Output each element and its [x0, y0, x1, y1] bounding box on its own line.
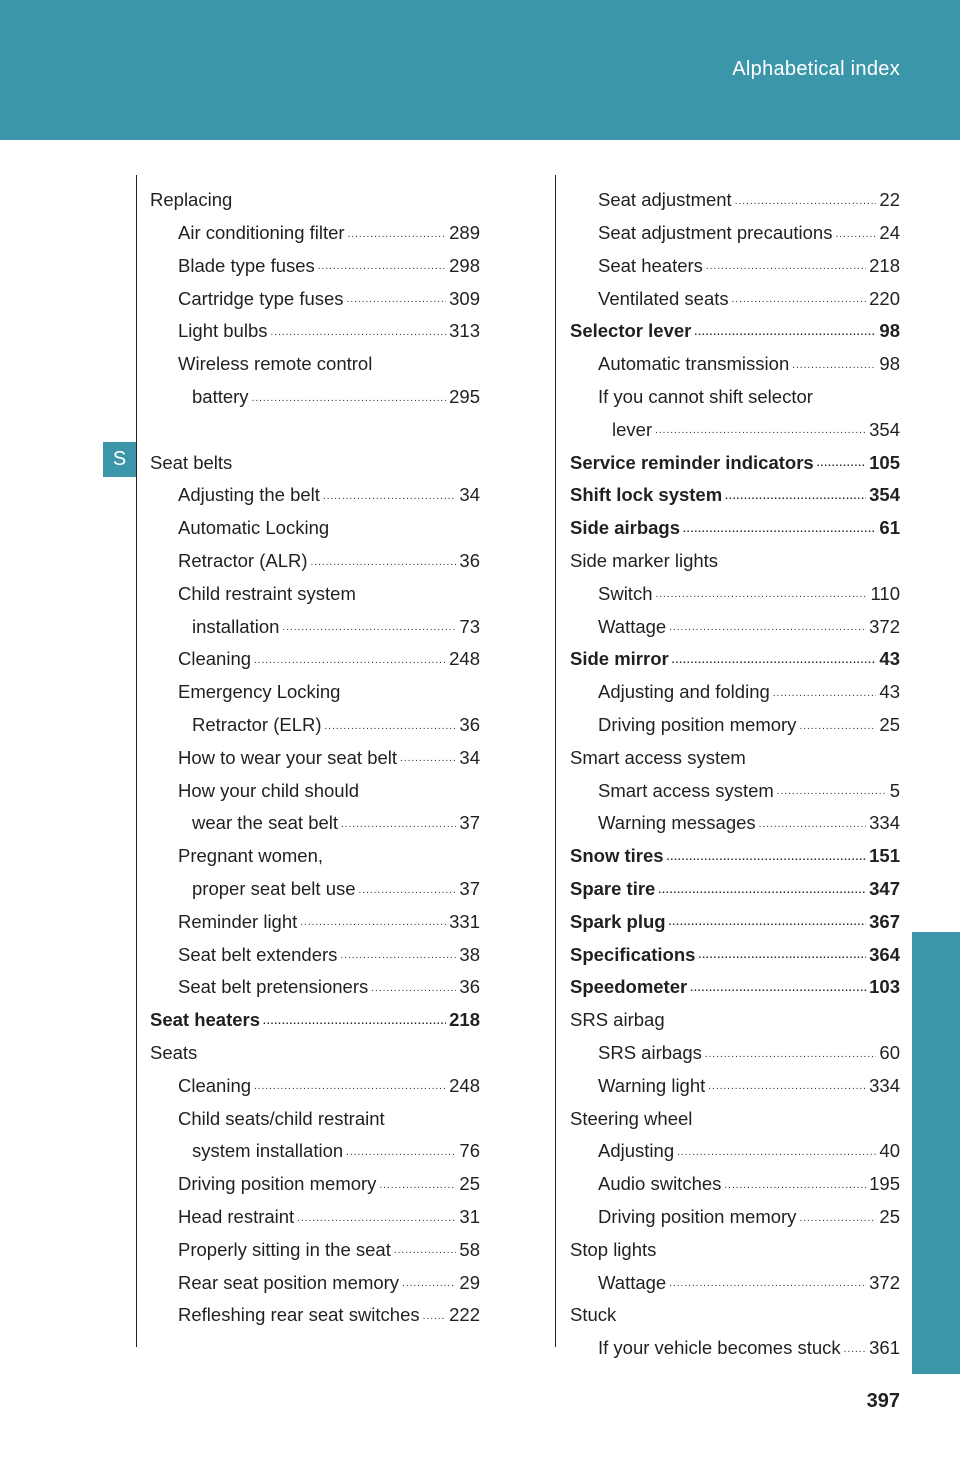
- index-subentry: [150, 1095, 480, 1128]
- dot-leader: [254, 656, 446, 669]
- entry-label: Seat adjustment: [598, 189, 732, 211]
- dot-leader: [282, 623, 456, 636]
- index-entry: [570, 735, 900, 768]
- entry-page-number: 331: [449, 910, 480, 932]
- entry-label: Replacing: [150, 189, 233, 211]
- header-title: Alphabetical index: [732, 58, 900, 80]
- entry-page-number: 220: [869, 287, 900, 309]
- entry-page-number: 36: [459, 550, 480, 572]
- entry-page-number: 218: [869, 254, 900, 276]
- dot-leader: [669, 623, 866, 636]
- dot-leader: [694, 328, 876, 341]
- entry-label: Retractor (ELR): [192, 714, 322, 736]
- dot-leader: [777, 787, 887, 800]
- entry-page-number: 372: [869, 615, 900, 637]
- entry-label: Adjusting the belt: [178, 484, 320, 506]
- index-subentry: [150, 308, 480, 341]
- dot-leader: [379, 1181, 456, 1194]
- entry-label: Smart access system: [598, 779, 774, 801]
- dot-leader: [690, 984, 866, 997]
- dot-leader: [323, 492, 456, 505]
- entry-label: Seat heaters: [598, 254, 703, 276]
- entry-page-number: 29: [459, 1271, 480, 1293]
- dot-leader: [759, 820, 866, 833]
- index-subentry: [150, 1292, 480, 1325]
- entry-label: Ventilated seats: [598, 287, 729, 309]
- entry-label: battery: [192, 386, 249, 408]
- index-subentry: [150, 571, 480, 604]
- entry-page-number: 361: [869, 1337, 900, 1359]
- index-subentry: [570, 800, 900, 833]
- dot-leader: [348, 230, 447, 243]
- entry-label: Driving position memory: [598, 714, 797, 736]
- entry-label: Properly sitting in the seat: [178, 1238, 391, 1260]
- dot-leader: [844, 1345, 866, 1358]
- entry-label: Seat belts: [150, 451, 233, 473]
- dot-leader: [799, 722, 876, 735]
- entry-page-number: 151: [869, 845, 900, 867]
- dot-leader: [270, 328, 446, 341]
- index-subentry: [570, 669, 900, 702]
- index-subentry: [150, 341, 480, 374]
- entry-label: Cleaning: [178, 1074, 252, 1096]
- dot-leader: [708, 1082, 866, 1095]
- index-entry: [570, 1227, 900, 1260]
- entry-label: Specifications: [570, 943, 696, 965]
- index-subentry: [150, 931, 480, 964]
- entry-label: Spare tire: [570, 878, 656, 900]
- index-subentry: [570, 1259, 900, 1292]
- dot-leader: [318, 262, 446, 275]
- entry-label: Adjusting and folding: [598, 681, 770, 703]
- index-subentry: [150, 767, 480, 800]
- dot-leader: [340, 951, 456, 964]
- dot-leader: [698, 951, 866, 964]
- index-subentry: [150, 735, 480, 768]
- entry-label: Seat adjustment precautions: [598, 222, 833, 244]
- index-subentry: [150, 1128, 480, 1161]
- index-subentry: [150, 603, 480, 636]
- page-number: 397: [866, 1390, 900, 1412]
- entry-page-number: 37: [459, 878, 480, 900]
- entry-page-number: 298: [449, 254, 480, 276]
- index-subentry: [150, 800, 480, 833]
- entry-page-number: 248: [449, 1074, 480, 1096]
- index-subentry: [150, 243, 480, 276]
- entry-label: Spark plug: [570, 910, 666, 932]
- index-entry: [570, 472, 900, 505]
- entry-label: Shift lock system: [570, 484, 723, 506]
- dot-leader: [835, 230, 876, 243]
- entry-page-number: 37: [459, 812, 480, 834]
- entry-page-number: 34: [459, 746, 480, 768]
- index-subentry: [570, 341, 900, 374]
- index-entry: [570, 997, 900, 1030]
- dot-leader: [683, 525, 876, 538]
- entry-label: Blade type fuses: [178, 254, 315, 276]
- entry-label: If your vehicle becomes stuck: [598, 1337, 841, 1359]
- entry-label: Switch: [598, 582, 653, 604]
- index-subentry: [570, 1194, 900, 1227]
- index-spacer: [150, 407, 480, 440]
- entry-label: Emergency Locking: [178, 681, 341, 703]
- index-entry: [150, 997, 480, 1030]
- index-subentry: [570, 702, 900, 735]
- section-side-tab: [912, 932, 960, 1374]
- entry-page-number: 40: [879, 1140, 900, 1162]
- index-entry: [570, 308, 900, 341]
- index-subentry: [150, 1227, 480, 1260]
- entry-label: Steering wheel: [570, 1107, 693, 1129]
- dot-leader: [371, 984, 456, 997]
- entry-label: Head restraint: [178, 1206, 295, 1227]
- entry-page-number: 248: [449, 648, 480, 670]
- entry-label: Wattage: [598, 1271, 667, 1293]
- index-subentry: [570, 603, 900, 636]
- entry-page-number: 195: [869, 1173, 900, 1195]
- index-subentry: [150, 472, 480, 505]
- index-subentry: [150, 275, 480, 308]
- entry-page-number: 334: [869, 1074, 900, 1096]
- index-subentry: [150, 636, 480, 669]
- entry-page-number: 60: [879, 1042, 900, 1064]
- entry-label: Automatic transmission: [598, 353, 790, 375]
- dot-leader: [402, 1279, 456, 1292]
- index-subentry: [570, 374, 900, 407]
- entry-page-number: 295: [449, 386, 480, 408]
- index-subentry: [570, 767, 900, 800]
- dot-leader: [658, 886, 866, 899]
- dot-leader: [252, 394, 447, 407]
- entry-page-number: 25: [459, 1173, 480, 1195]
- entry-page-number: 218: [449, 1009, 480, 1031]
- entry-label: Wireless remote control: [178, 353, 373, 375]
- entry-label: Child seats/child restraint: [178, 1107, 385, 1129]
- entry-page-number: 58: [459, 1238, 480, 1260]
- entry-label: Cartridge type fuses: [178, 287, 344, 309]
- index-subentry: [570, 1128, 900, 1161]
- entry-page-number: 25: [879, 714, 900, 736]
- dot-leader: [656, 590, 868, 603]
- index-subentry: [150, 1161, 480, 1194]
- index-subentry: [570, 275, 900, 308]
- index-entry: [150, 177, 480, 210]
- entry-label: proper seat belt use: [192, 878, 356, 900]
- entry-label: Air conditioning filter: [178, 222, 345, 244]
- entry-page-number: 289: [449, 222, 480, 244]
- index-subentry: [570, 1161, 900, 1194]
- entry-page-number: 25: [879, 1206, 900, 1227]
- dot-leader: [724, 1181, 866, 1194]
- dot-leader: [263, 1017, 446, 1030]
- entry-label: Child restraint system: [178, 582, 356, 604]
- entry-label: Refleshing rear seat switches: [178, 1304, 420, 1326]
- index-subentry: [570, 1063, 900, 1096]
- entry-label: Side airbags: [570, 517, 681, 539]
- dot-leader: [254, 1082, 446, 1095]
- entry-label: Seat belt extenders: [178, 943, 338, 965]
- entry-label: Driving position memory: [178, 1173, 377, 1195]
- index-subentry: [150, 866, 480, 899]
- entry-page-number: 36: [459, 714, 480, 736]
- index-entry: [570, 931, 900, 964]
- entry-page-number: 103: [869, 976, 900, 998]
- index-subentry: [150, 210, 480, 243]
- dot-leader: [325, 722, 457, 735]
- dot-leader: [311, 558, 457, 571]
- entry-page-number: 364: [869, 943, 900, 965]
- dot-leader: [735, 197, 877, 210]
- index-subentry: [570, 177, 900, 210]
- index-subentry: [150, 899, 480, 932]
- index-subentry: [570, 1325, 900, 1358]
- index-entry: [570, 1292, 900, 1325]
- entry-label: Warning messages: [598, 812, 756, 834]
- entry-page-number: 31: [459, 1206, 480, 1227]
- index-entry: [570, 1095, 900, 1128]
- dot-leader: [792, 361, 876, 374]
- entry-page-number: 43: [879, 681, 900, 703]
- index-entry: [570, 538, 900, 571]
- entry-label: Service reminder indicators: [570, 451, 814, 473]
- entry-label: SRS airbags: [598, 1042, 702, 1064]
- entry-page-number: 61: [879, 517, 900, 539]
- left-column-rule: [136, 175, 137, 1347]
- entry-label: Side marker lights: [570, 550, 719, 572]
- entry-label: Rear seat position memory: [178, 1271, 400, 1293]
- page-header: [0, 0, 960, 140]
- entry-label: Automatic Locking: [178, 517, 330, 539]
- dot-leader: [297, 1214, 456, 1227]
- dot-leader: [817, 459, 866, 472]
- index-subentry: [150, 538, 480, 571]
- entry-label: SRS airbag: [570, 1009, 665, 1031]
- entry-page-number: 105: [869, 451, 900, 473]
- entry-page-number: 367: [869, 910, 900, 932]
- right-index-column: [570, 177, 900, 1358]
- entry-label: Pregnant women,: [178, 845, 324, 867]
- dot-leader: [732, 295, 867, 308]
- index-entry: [570, 439, 900, 472]
- index-subentry: [150, 702, 480, 735]
- entry-page-number: 22: [879, 189, 900, 211]
- entry-label: system installation: [192, 1140, 344, 1162]
- dot-leader: [359, 886, 457, 899]
- dot-leader: [773, 689, 877, 702]
- dot-leader: [400, 754, 456, 767]
- entry-label: Snow tires: [570, 845, 664, 867]
- dot-leader: [394, 1246, 457, 1259]
- dot-leader: [669, 1279, 866, 1292]
- entry-page-number: 354: [869, 484, 900, 506]
- index-subentry: [150, 505, 480, 538]
- entry-page-number: 76: [459, 1140, 480, 1162]
- entry-label: How your child should: [178, 779, 359, 801]
- entry-label: wear the seat belt: [192, 812, 339, 834]
- index-subentry: [150, 374, 480, 407]
- index-subentry: [570, 1030, 900, 1063]
- left-index-column: [150, 177, 480, 1325]
- index-subentry: [150, 833, 480, 866]
- entry-label: Cleaning: [178, 648, 252, 670]
- dot-leader: [667, 853, 867, 866]
- entry-label: Warning light: [598, 1074, 706, 1096]
- entry-label: Adjusting: [598, 1140, 675, 1162]
- entry-page-number: 347: [869, 878, 900, 900]
- entry-label: Speedometer: [570, 976, 688, 998]
- index-entry: [570, 505, 900, 538]
- index-entry: [570, 899, 900, 932]
- dot-leader: [725, 492, 866, 505]
- index-subentry: [150, 1063, 480, 1096]
- dot-leader: [423, 1312, 446, 1325]
- dot-leader: [341, 820, 456, 833]
- entry-page-number: 38: [459, 943, 480, 965]
- entry-page-number: 98: [879, 353, 900, 375]
- dot-leader: [672, 656, 877, 669]
- entry-label: Seat heaters: [150, 1009, 261, 1031]
- entry-page-number: 354: [869, 418, 900, 440]
- index-entry: [150, 1030, 480, 1063]
- entry-label: lever: [612, 418, 653, 440]
- entry-label: Smart access system: [570, 746, 746, 768]
- dot-leader: [706, 262, 866, 275]
- dot-leader: [655, 426, 866, 439]
- index-entry: [150, 439, 480, 472]
- index-subentry: [570, 243, 900, 276]
- entry-label: installation: [192, 615, 280, 637]
- entry-page-number: 222: [449, 1304, 480, 1326]
- entry-label: Stop lights: [570, 1238, 657, 1260]
- entry-page-number: 43: [879, 648, 900, 670]
- index-entry: [570, 964, 900, 997]
- dot-leader: [300, 918, 446, 931]
- entry-label: Seat belt pretensioners: [178, 976, 369, 998]
- right-column-rule: [555, 175, 556, 1347]
- index-subentry: [150, 1194, 480, 1227]
- dot-leader: [346, 1148, 456, 1161]
- entry-page-number: 98: [879, 320, 900, 342]
- entry-label: Reminder light: [178, 910, 298, 932]
- entry-page-number: 34: [459, 484, 480, 506]
- entry-page-number: 313: [449, 320, 480, 342]
- entry-page-number: 309: [449, 287, 480, 309]
- entry-page-number: 36: [459, 976, 480, 998]
- dot-leader: [347, 295, 447, 308]
- index-entry: [570, 833, 900, 866]
- entry-page-number: 372: [869, 1271, 900, 1293]
- index-entry: [570, 866, 900, 899]
- dot-leader: [669, 918, 867, 931]
- entry-page-number: 73: [459, 615, 480, 637]
- dot-leader: [705, 1050, 877, 1063]
- index-subentry: [150, 1259, 480, 1292]
- entry-label: Wattage: [598, 615, 667, 637]
- entry-page-number: 334: [869, 812, 900, 834]
- entry-label: Light bulbs: [178, 320, 268, 342]
- index-subentry: [570, 210, 900, 243]
- entry-label: How to wear your seat belt: [178, 746, 398, 768]
- index-entry: [570, 636, 900, 669]
- index-subentry: [570, 407, 900, 440]
- entry-label: Audio switches: [598, 1173, 722, 1195]
- dot-leader: [677, 1148, 876, 1161]
- entry-page-number: 110: [870, 582, 900, 604]
- entry-page-number: 24: [879, 222, 900, 244]
- entry-label: Seats: [150, 1042, 198, 1064]
- entry-label: Stuck: [570, 1304, 617, 1326]
- entry-label: Selector lever: [570, 320, 692, 342]
- entry-label: Driving position memory: [598, 1206, 797, 1227]
- entry-page-number: 5: [889, 779, 900, 801]
- index-subentry: [570, 571, 900, 604]
- entry-label: If you cannot shift selector: [598, 386, 813, 408]
- entry-label: Retractor (ALR): [178, 550, 308, 572]
- section-letter-tab: S: [103, 442, 136, 477]
- dot-leader: [799, 1214, 876, 1227]
- entry-label: Side mirror: [570, 648, 669, 670]
- index-subentry: [150, 964, 480, 997]
- index-subentry: [150, 669, 480, 702]
